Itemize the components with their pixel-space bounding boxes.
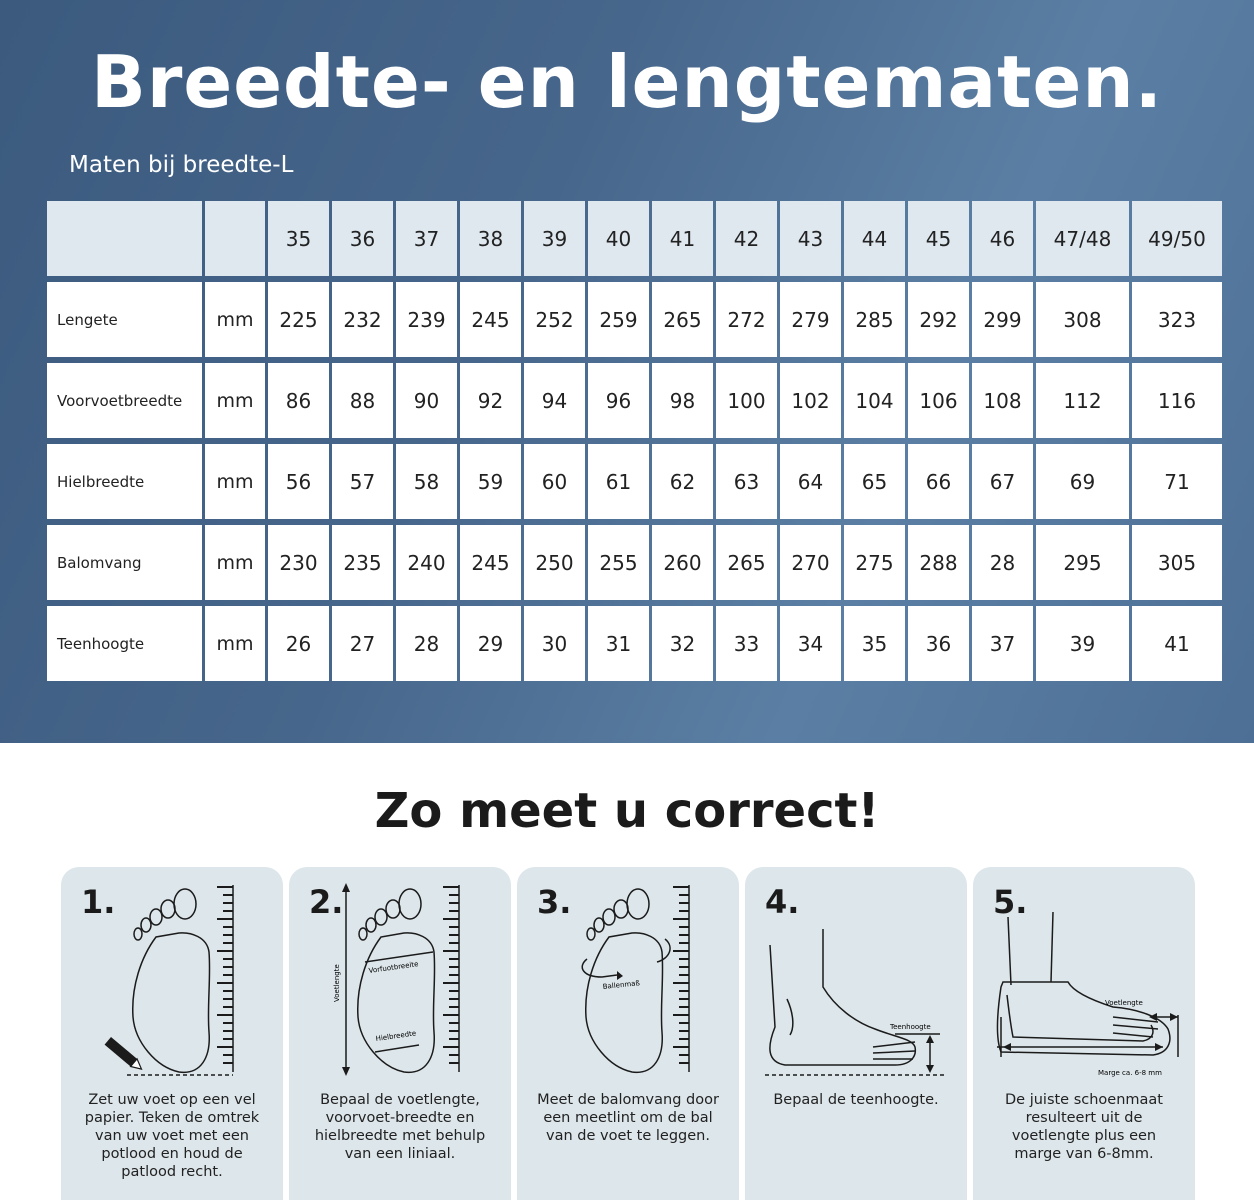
table-value-cell: 292 (908, 282, 969, 357)
table-value-cell: 27 (332, 606, 393, 681)
table-value-cell: 272 (716, 282, 777, 357)
table-value-cell: 33 (716, 606, 777, 681)
foot-outline-pencil-icon (61, 867, 283, 1087)
table-value-cell: 56 (268, 444, 329, 519)
table-value-cell: 86 (268, 363, 329, 438)
table-value-cell: 28 (396, 606, 457, 681)
table-value-cell: 32 (652, 606, 713, 681)
table-value-cell: 34 (780, 606, 841, 681)
table-value-cell: 65 (844, 444, 905, 519)
size-header-cell: 40 (588, 201, 649, 276)
table-value-cell: 323 (1132, 282, 1222, 357)
size-header-cell: 49/50 (1132, 201, 1222, 276)
table-value-cell: 245 (460, 282, 521, 357)
table-value-cell: 39 (1036, 606, 1129, 681)
step-description: Meet de balomvang door een meetlint om de bal van de voet te leggen. (537, 1092, 719, 1144)
voetlengte-label: Voetlengte (333, 964, 341, 1002)
header-empty-cell (47, 201, 202, 276)
table-value-cell: 112 (1036, 363, 1129, 438)
step-description: Zet uw voet op een vel papier. Teken de omtrek van uw voet met een potlood en houd de patlood recht. (84, 1092, 260, 1180)
step-card-5 (973, 867, 1195, 1200)
table-value-cell: 305 (1132, 525, 1222, 600)
step-card-3 (517, 867, 739, 1200)
heel-label: Hielbreedte (375, 1029, 417, 1043)
table-value-cell: 299 (972, 282, 1033, 357)
howto-title: Zo meet u correct! (374, 783, 880, 839)
step-number: 2. (309, 883, 344, 921)
step-card-2 (289, 867, 511, 1200)
table-value-cell: 308 (1036, 282, 1129, 357)
table-value-cell: 67 (972, 444, 1033, 519)
table-value-cell: 235 (332, 525, 393, 600)
toe-height-label: Teenhoogte (890, 1023, 931, 1031)
foot-side-toe-height-icon (745, 867, 967, 1087)
step-number: 1. (81, 883, 116, 921)
size-header-cell: 41 (652, 201, 713, 276)
table-value-cell: 100 (716, 363, 777, 438)
size-header-cell: 39 (524, 201, 585, 276)
foot-ball-circumference-icon (517, 867, 739, 1087)
table-value-cell: 239 (396, 282, 457, 357)
foot-in-shoe-icon (973, 867, 1195, 1087)
page-title: Breedte- en lengtematen. (91, 40, 1163, 124)
table-value-cell: 59 (460, 444, 521, 519)
row-unit: mm (205, 363, 265, 438)
table-value-cell: 64 (780, 444, 841, 519)
table-value-cell: 71 (1132, 444, 1222, 519)
row-label: Hielbreedte (47, 444, 202, 519)
size-header-cell: 42 (716, 201, 777, 276)
table-value-cell: 92 (460, 363, 521, 438)
table-value-cell: 108 (972, 363, 1033, 438)
table-value-cell: 63 (716, 444, 777, 519)
table-value-cell: 98 (652, 363, 713, 438)
table-value-cell: 31 (588, 606, 649, 681)
table-value-cell: 69 (1036, 444, 1129, 519)
table-value-cell: 255 (588, 525, 649, 600)
table-value-cell: 260 (652, 525, 713, 600)
size-header-cell: 35 (268, 201, 329, 276)
step-description: Bepaal de voetlengte, voorvoet-breedte en hielbreedte met behulp van een liniaal. (314, 1092, 486, 1162)
table-value-cell: 116 (1132, 363, 1222, 438)
table-value-cell: 252 (524, 282, 585, 357)
table-value-cell: 265 (652, 282, 713, 357)
header-unit-cell (205, 201, 265, 276)
forefoot-label: Vorfuotbreeite (368, 960, 419, 975)
size-header-cell: 45 (908, 201, 969, 276)
table-subtitle: Maten bij breedte-L (69, 152, 294, 178)
size-table (47, 201, 1207, 679)
table-value-cell: 245 (460, 525, 521, 600)
table-value-cell: 285 (844, 282, 905, 357)
size-header-cell: 44 (844, 201, 905, 276)
row-label: Balomvang (47, 525, 202, 600)
table-value-cell: 279 (780, 282, 841, 357)
row-label: Lengete (47, 282, 202, 357)
table-value-cell: 66 (908, 444, 969, 519)
size-header-cell: 36 (332, 201, 393, 276)
table-value-cell: 37 (972, 606, 1033, 681)
foot-width-length-icon (289, 867, 511, 1087)
table-value-cell: 259 (588, 282, 649, 357)
table-value-cell: 232 (332, 282, 393, 357)
table-value-cell: 35 (844, 606, 905, 681)
table-value-cell: 60 (524, 444, 585, 519)
table-value-cell: 29 (460, 606, 521, 681)
step-description: De juiste schoenmaat resulteert uit de voetlengte plus een marge van 6-8mm. (1005, 1092, 1163, 1162)
row-label: Voorvoetbreedte (47, 363, 202, 438)
row-unit: mm (205, 525, 265, 600)
step-card-4 (745, 867, 967, 1200)
row-label: Teenhoogte (47, 606, 202, 681)
step-card-1 (61, 867, 283, 1200)
table-value-cell: 26 (268, 606, 329, 681)
table-value-cell: 90 (396, 363, 457, 438)
table-value-cell: 265 (716, 525, 777, 600)
row-unit: mm (205, 282, 265, 357)
table-value-cell: 102 (780, 363, 841, 438)
table-value-cell: 225 (268, 282, 329, 357)
table-value-cell: 275 (844, 525, 905, 600)
ball-label: Ballenmaß (602, 979, 641, 991)
table-value-cell: 250 (524, 525, 585, 600)
table-value-cell: 61 (588, 444, 649, 519)
step-number: 5. (993, 883, 1028, 921)
row-unit: mm (205, 606, 265, 681)
step-description: Bepaal de teenhoogte. (773, 1092, 939, 1108)
table-value-cell: 270 (780, 525, 841, 600)
table-value-cell: 88 (332, 363, 393, 438)
table-value-cell: 230 (268, 525, 329, 600)
size-header-cell: 38 (460, 201, 521, 276)
table-value-cell: 62 (652, 444, 713, 519)
table-value-cell: 58 (396, 444, 457, 519)
table-value-cell: 30 (524, 606, 585, 681)
table-value-cell: 36 (908, 606, 969, 681)
table-value-cell: 288 (908, 525, 969, 600)
table-value-cell: 240 (396, 525, 457, 600)
step-number: 4. (765, 883, 800, 921)
table-value-cell: 57 (332, 444, 393, 519)
size-header-cell: 37 (396, 201, 457, 276)
table-value-cell: 104 (844, 363, 905, 438)
table-value-cell: 28 (972, 525, 1033, 600)
margin-label: Marge ca. 6-8 mm (1098, 1069, 1162, 1077)
size-header-cell: 43 (780, 201, 841, 276)
size-header-cell: 46 (972, 201, 1033, 276)
table-value-cell: 106 (908, 363, 969, 438)
size-header-cell: 47/48 (1036, 201, 1129, 276)
step-number: 3. (537, 883, 572, 921)
table-value-cell: 94 (524, 363, 585, 438)
table-value-cell: 96 (588, 363, 649, 438)
voetlengte-label: Voetlengte (1105, 999, 1143, 1007)
table-value-cell: 295 (1036, 525, 1129, 600)
table-value-cell: 41 (1132, 606, 1222, 681)
row-unit: mm (205, 444, 265, 519)
